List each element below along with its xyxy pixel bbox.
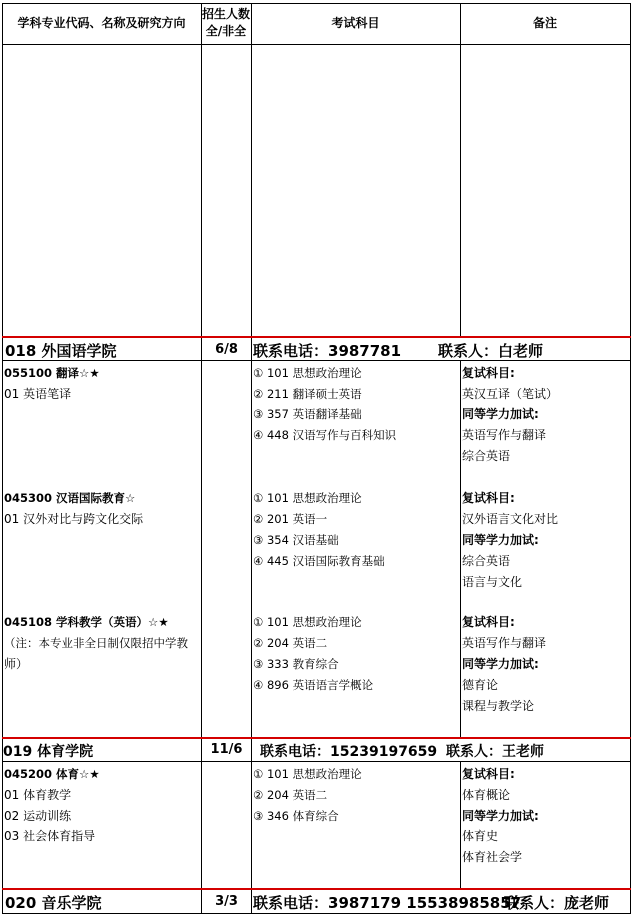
header-subjects-label: 考试科目 xyxy=(331,15,380,30)
exam-subject: ① 101 思想政治理论 xyxy=(253,491,362,505)
col-sep xyxy=(460,3,461,336)
note-item: 汉外语言文化对比 xyxy=(462,512,559,526)
exam-subject: ③ 354 汉语基础 xyxy=(253,533,339,547)
exam-subject: ① 101 思想政治理论 xyxy=(253,615,362,629)
dept-phone: 联系电话：3987179 15538985857 xyxy=(253,894,522,912)
dept-quota: 11/6 xyxy=(210,742,243,757)
dept-row xyxy=(2,338,631,360)
exam-subject: ② 211 翻译硕士英语 xyxy=(253,387,362,401)
note-heading: 复试科目: xyxy=(462,615,515,629)
exam-subject: ① 101 思想政治理论 xyxy=(253,767,362,781)
col-sep xyxy=(201,762,202,888)
exam-subject: ② 204 英语二 xyxy=(253,636,328,650)
dept-quota: 6/8 xyxy=(215,342,238,357)
program-direction: 01 体育教学 xyxy=(4,788,72,802)
dept-contact: 联系人：白老师 xyxy=(438,342,544,360)
program-title: 045200 体育☆★ xyxy=(4,767,100,781)
dept-phone: 联系电话：3987781 xyxy=(253,342,402,360)
program-direction: 01 汉外对比与跨文化交际 xyxy=(4,512,144,526)
col-sep xyxy=(460,762,461,888)
table-border-left xyxy=(2,3,3,914)
col-sep xyxy=(201,3,202,336)
header-notes xyxy=(460,3,630,43)
program-title: 045108 学科教学（英语）☆★ xyxy=(4,615,169,629)
header-quota xyxy=(201,3,251,43)
note-heading: 同等学力加试: xyxy=(462,533,539,547)
exam-subject: ② 204 英语二 xyxy=(253,788,328,802)
col-sep xyxy=(251,3,252,336)
note-heading: 同等学力加试: xyxy=(462,407,539,421)
col-sep xyxy=(460,361,461,737)
note-item: 课程与教学论 xyxy=(462,699,535,713)
note-heading: 同等学力加试: xyxy=(462,809,539,823)
note-heading: 同等学力加试: xyxy=(462,657,539,671)
row-divider xyxy=(2,913,631,914)
header-notes-label: 备注 xyxy=(532,15,557,30)
note-item: 体育史 xyxy=(462,829,499,843)
header-program xyxy=(2,3,201,43)
note-item: 体育社会学 xyxy=(462,850,523,864)
program-direction: 01 英语笔译 xyxy=(4,387,72,401)
program-direction: 02 运动训练 xyxy=(4,809,72,823)
program-direction: 03 社会体育指导 xyxy=(4,829,96,843)
exam-subject: ④ 448 汉语写作与百科知识 xyxy=(253,428,397,442)
col-sep xyxy=(251,361,252,737)
dept-contact: 联系人：庞老师 xyxy=(504,894,610,912)
dept-name: 019 体育学院 xyxy=(3,744,94,760)
note-item: 德育论 xyxy=(462,678,499,692)
exam-subject: ④ 896 英语语言学概论 xyxy=(253,678,374,692)
row-divider xyxy=(2,761,631,762)
dept-contact: 联系人：王老师 xyxy=(446,744,544,760)
note-item: 英汉互译（笔试） xyxy=(462,387,559,401)
dept-name: 018 外国语学院 xyxy=(5,342,117,360)
note-heading: 复试科目: xyxy=(462,366,515,380)
program-note: （注：本专业非全日制仅限招中学教 xyxy=(4,636,188,650)
program-title: 055100 翻译☆★ xyxy=(4,366,100,380)
header-quota-label: 招生人数 xyxy=(201,7,250,21)
dept-row xyxy=(2,890,631,912)
exam-subject: ② 201 英语一 xyxy=(253,512,328,526)
header-quota-type: 全/非全 xyxy=(205,24,247,38)
dept-name: 020 音乐学院 xyxy=(5,894,102,912)
note-item: 综合英语 xyxy=(462,554,511,568)
header-program-label: 学科专业代码、名称及研究方向 xyxy=(17,15,186,30)
note-item: 英语写作与翻译 xyxy=(462,636,547,650)
dept-row xyxy=(2,739,631,761)
note-item: 综合英语 xyxy=(462,449,511,463)
note-item: 体育概论 xyxy=(462,788,511,802)
col-sep xyxy=(251,762,252,888)
dept-quota: 3/3 xyxy=(215,894,238,909)
col-sep xyxy=(201,361,202,737)
admissions-table xyxy=(2,3,631,914)
exam-subject: ③ 346 体育综合 xyxy=(253,809,339,823)
note-heading: 复试科目: xyxy=(462,767,515,781)
exam-subject: ④ 445 汉语国际教育基础 xyxy=(253,554,385,568)
exam-subject: ① 101 思想政治理论 xyxy=(253,366,362,380)
exam-subject: ③ 357 英语翻译基础 xyxy=(253,407,362,421)
dept-phone: 联系电话：15239197659 xyxy=(260,744,438,760)
header-subjects xyxy=(251,3,460,43)
program-title: 045300 汉语国际教育☆ xyxy=(4,491,136,505)
note-heading: 复试科目: xyxy=(462,491,515,505)
row-divider xyxy=(2,360,631,361)
note-item: 英语写作与翻译 xyxy=(462,428,547,442)
exam-subject: ③ 333 教育综合 xyxy=(253,657,339,671)
program-note: 师） xyxy=(4,657,29,671)
table-border-right xyxy=(630,3,631,914)
note-item: 语言与文化 xyxy=(462,575,523,589)
